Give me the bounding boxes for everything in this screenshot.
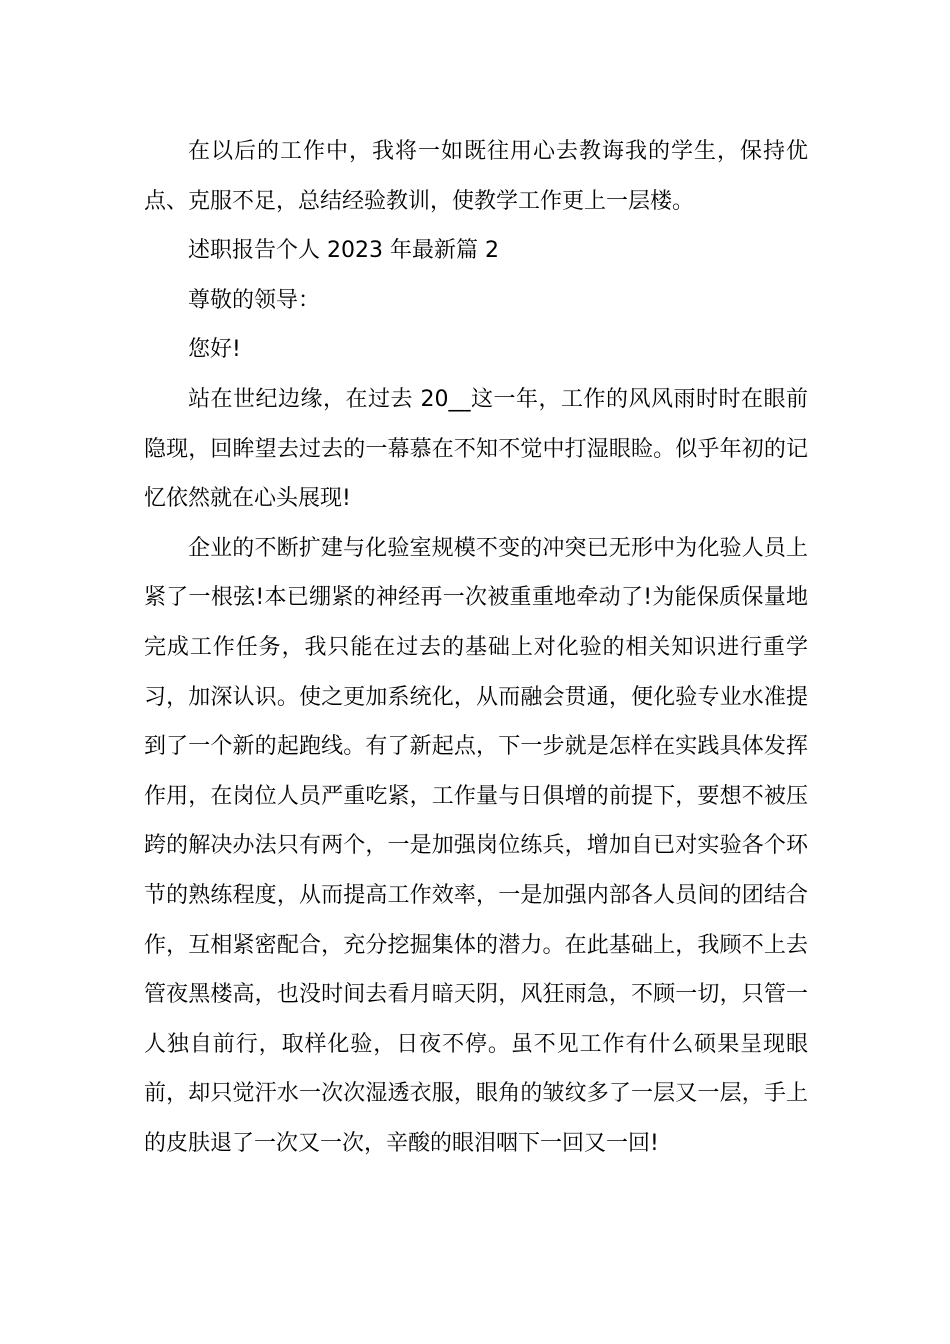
paragraph-main-body: 企业的不断扩建与化验室规模不变的冲突已无形中为化验人员上紧了一根弦!本已绷紧的神经再一次被重重地牵动了!为能保质保量地完成工作任务，我只能在过去的基础上对化验的相关知识进行重学习，加深认识。使之更加系统化，从而融会贯通，便化验专业水准提到了一个新的起跑线。有了新起点，下一步就是怎样在实践具体发挥作用，在岗位人员严重吃紧，工作量与日俱增的前提下，要想不被压跨的解决办法只有两个，一是加强岗位练兵，增加自已对实验各个环节的熟练程度，从而提高工作效率，一是加强内部各人员间的团结合作，互相紧密配合，充分挖掘集体的潜力。在此基础上，我顾不上去管夜黑楼高，也没时间去看月暗天阴，风狂雨急，不顾一切，只管一人独自前行，取样化验，日夜不停。虽不见工作有什么硕果呈现眼前，却只觉汗水一次次湿透衣服，眼角的皱纹多了一层又一层，手上的皮肤退了一次又一次，辛酸的眼泪咽下一回又一回! (144, 535, 808, 1156)
section-heading: 述职报告个人 2023 年最新篇 2 (188, 238, 499, 264)
paragraph-intro: 站在世纪边缘，在过去 20__这一年，工作的风风雨时时在眼前隐现，回眸望去过去的一幕慕在不知不觉中打湿眼睑。似乎年初的记忆依然就在心头展现! (144, 386, 808, 512)
paragraph-closing-statement: 在以后的工作中，我将一如既往用心去教诲我的学生，保持优点、克服不足，总结经验教训，使教学工作更上一层楼。 (144, 139, 808, 214)
salutation: 尊敬的领导： (188, 287, 321, 313)
greeting: 您好! (188, 337, 241, 363)
document-body (144, 127, 808, 1168)
